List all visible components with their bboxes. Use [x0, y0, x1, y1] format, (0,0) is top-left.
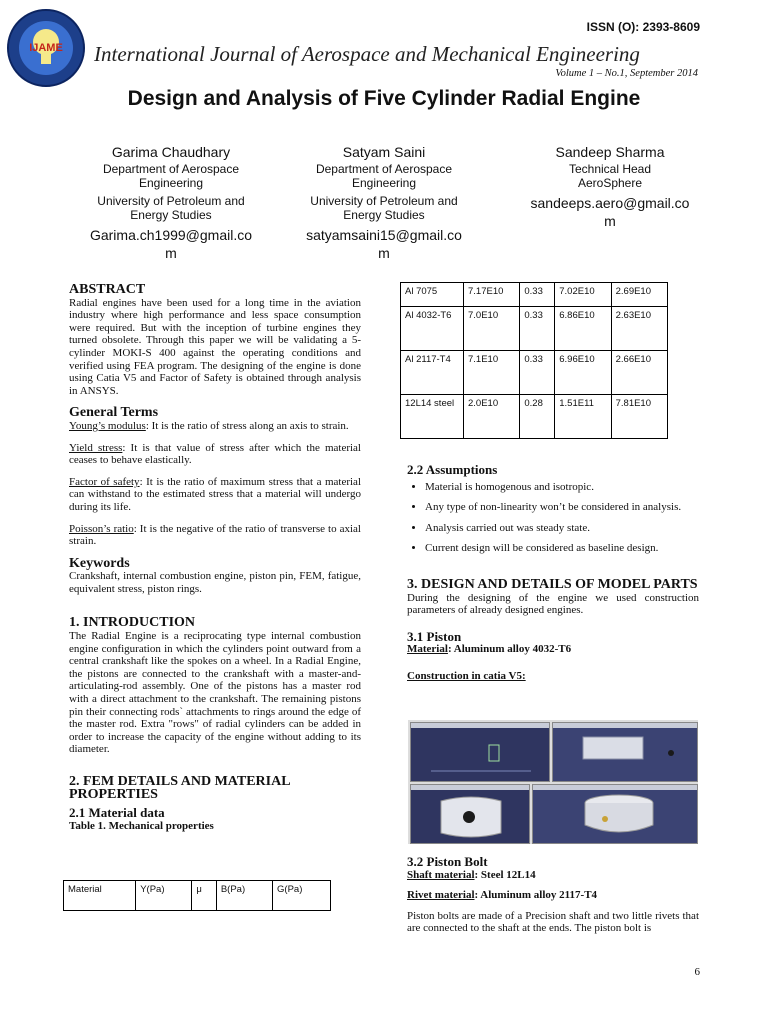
- table-cell: 2.63E10: [611, 307, 667, 351]
- table-header-cell: B(Pa): [216, 881, 272, 911]
- author-affiliation: Energy Studies: [130, 208, 212, 222]
- design-text: During the designing of the engine we used construction parameters of already designed engines.: [407, 591, 699, 617]
- author-email[interactable]: satyamsaini15@gmail.co: [306, 227, 462, 243]
- logo-text: IJAME: [29, 42, 63, 54]
- table-cell: 7.1E10: [464, 351, 520, 395]
- catia-figure: [408, 720, 698, 844]
- table-cell: 7.0E10: [464, 307, 520, 351]
- cad-piston-3d-view: [532, 784, 698, 844]
- table-cell: 2.69E10: [611, 283, 667, 307]
- author-email[interactable]: Garima.ch1999@gmail.co: [89, 227, 253, 243]
- assumptions-heading: 2.2 Assumptions: [407, 462, 498, 477]
- properties-table: [400, 282, 668, 439]
- right-column-lower: [407, 856, 699, 935]
- author-name: Garima Chaudhary: [111, 144, 231, 160]
- table-cell: 1.51E11: [555, 395, 611, 439]
- keywords-text: Crankshaft, internal combustion engine, piston pin, FEM, fatigue, equivalent stress, piston rings.: [69, 570, 361, 595]
- table-header-cell: G(Pa): [273, 881, 331, 911]
- volume-info: Volume 1 – No.1, September 2014: [555, 68, 698, 79]
- author-affiliation: Energy Studies: [343, 208, 425, 222]
- author-affiliation: University of Petroleum and: [97, 194, 245, 208]
- keywords-heading: Keywords: [69, 555, 130, 571]
- author-affiliation: Engineering: [351, 176, 417, 190]
- author-affiliation: Department of Aerospace: [102, 162, 240, 176]
- list-item: • Material is homogenous and isotropic.: [425, 481, 699, 494]
- author-affiliation: Department of Aerospace: [315, 162, 453, 176]
- paper-title: Design and Analysis of Five Cylinder Radial Engine: [127, 87, 641, 110]
- term-factor-of-safety: Factor of safety: It is the ratio of maximum stress that a material can withstand to the estimated stress that a material will undergo during its life.: [69, 475, 362, 513]
- journal-title: International Journal of Aerospace and Mechanical Engineering: [94, 42, 640, 66]
- piston-bolt-heading: 3.2 Piston Bolt: [407, 854, 488, 869]
- author-block-2: [284, 144, 484, 262]
- table-cell: 0.33: [520, 351, 555, 395]
- table-row: [401, 307, 668, 351]
- introduction-text: The Radial Engine is a reciprocating type internal combustion engine configuration in which the cylinders point outward from a central crankshaft like the spokes on a wheel. In a Radial Engine, the pistons are connected to the crankshaft with a master-and-articulating-rod assembly. One of the pistons has a master rod with a direct attachment to the crankshaft. The remaining pistons pin their connecting rods` attachments to rings around the edge of the master rod. Extra "rows" of radial cylinders can be added in order to increase the capacity of the engine without adding to its diameter.: [69, 630, 361, 756]
- cad-section-view: [552, 722, 698, 782]
- author-affiliation: Technical Head: [568, 162, 652, 176]
- table-cell: Al 7075: [401, 283, 464, 307]
- table-cell: Al 2117-T4: [401, 351, 464, 395]
- author-affiliation: AeroSphere: [577, 176, 643, 190]
- issn: ISSN (O): 2393-8609: [586, 20, 700, 34]
- fem-heading: 2. FEM DETAILS AND MATERIAL PROPERTIES: [69, 774, 290, 802]
- author-email-tail: m: [378, 245, 390, 261]
- abstract-heading: ABSTRACT: [69, 282, 146, 297]
- table-cell: 2.0E10: [464, 395, 520, 439]
- list-item: • Analysis carried out was steady state.: [425, 522, 699, 535]
- table-cell: 6.96E10: [555, 351, 611, 395]
- term-yield-stress: Yield stress: It is that value of stress after which the material ceases to behave elastically.: [69, 441, 361, 467]
- author-name: Sandeep Sharma: [555, 144, 665, 160]
- table-cell: 7.17E10: [464, 283, 520, 307]
- properties-table-header: [63, 880, 331, 911]
- assumptions-list: [407, 481, 699, 555]
- piston-heading: 3.1 Piston: [407, 628, 462, 644]
- rivet-material: Rivet material: Aluminum alloy 2117-T4: [407, 889, 598, 902]
- piston-material: Material: Aluminum alloy 4032-T6: [407, 643, 572, 656]
- table-header-cell: μ: [192, 881, 216, 911]
- shaft-material: Shaft material: Steel 12L14: [407, 868, 536, 881]
- term-youngs-modulus: Young’s modulus: It is the ratio of stress along an axis to strain.: [69, 419, 349, 432]
- table-cell: 6.86E10: [555, 307, 611, 351]
- list-item: • Current design will be considered as baseline design.: [425, 542, 699, 555]
- table-row: [401, 351, 668, 395]
- author-email-tail: m: [165, 245, 177, 261]
- author-affiliation: University of Petroleum and: [310, 194, 458, 208]
- material-data-heading: 2.1 Material data: [69, 805, 165, 821]
- cad-piston-front-view: [410, 784, 530, 844]
- piston-bolt-text: Piston bolts are made of a Precision shaft and two little rivets that are connected to the shaft at the ends. The piston bolt is: [407, 909, 699, 935]
- right-column: [407, 464, 699, 683]
- cad-sketch-view: [410, 722, 550, 782]
- table-cell: 0.33: [520, 307, 555, 351]
- journal-logo: [6, 8, 86, 88]
- abstract-text: Radial engines have been used for a long time in the aviation industry where high performance and less space consumption were required. But with the inception of turbine engines they turned obsolete. Through this paper we will be validating a 5-cylinder MOKI-S 400 against the operating conditions and verified using FEA program. The designing of the engine is done using Catia V5 and Factor of Safety is obtained through analysis in ANSYS.: [69, 296, 361, 397]
- table-cell: 0.33: [520, 283, 555, 307]
- term-poissons-ratio: Poisson’s ratio: It is the negative of the ratio of transverse to axial strain.: [69, 522, 361, 548]
- author-email-tail: m: [604, 213, 616, 229]
- table-cell: 7.02E10: [555, 283, 611, 307]
- table-cell: 7.81E10: [611, 395, 667, 439]
- table-cell: Al 4032-T6: [401, 307, 464, 351]
- table-cell: 12L14 steel: [401, 395, 464, 439]
- list-item: • Any type of non-linearity won’t be considered in analysis.: [425, 501, 699, 514]
- design-heading: 3. DESIGN AND DETAILS OF MODEL PARTS: [407, 576, 698, 592]
- general-terms-heading: General Terms: [69, 405, 159, 421]
- author-name: Satyam Saini: [342, 144, 426, 160]
- author-email[interactable]: sandeeps.aero@gmail.co: [530, 195, 690, 211]
- table-row: [401, 395, 668, 439]
- author-block-3: [510, 144, 710, 230]
- left-column: [69, 284, 361, 832]
- introduction-heading: 1. INTRODUCTION: [69, 615, 196, 631]
- table-cell: 2.66E10: [611, 351, 667, 395]
- table-header-cell: Material: [64, 881, 136, 911]
- table-caption: Table 1. Mechanical properties: [69, 819, 214, 832]
- table-row: [401, 283, 668, 307]
- author-block-1: [71, 144, 271, 262]
- page-number: 6: [694, 966, 700, 978]
- author-affiliation: Engineering: [138, 176, 204, 190]
- table-header-cell: Y(Pa): [136, 881, 192, 911]
- construction-label: Construction in catia V5:: [407, 669, 526, 682]
- table-cell: 0.28: [520, 395, 555, 439]
